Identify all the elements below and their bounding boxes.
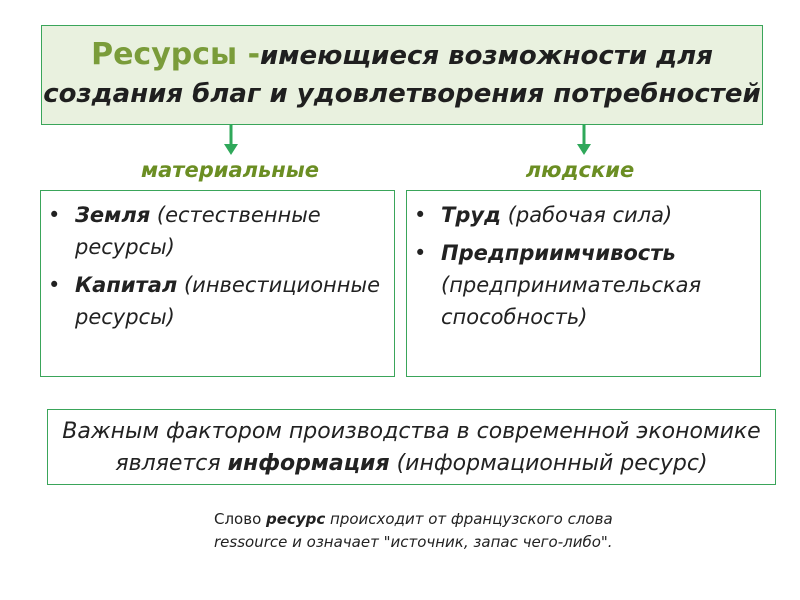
item-description: (естественные ресурсы) xyxy=(75,203,321,259)
note-word: ресурс xyxy=(266,510,326,528)
item-description: (рабочая сила) xyxy=(501,203,673,227)
definition-line-1 xyxy=(42,36,762,75)
item-description: (предпринимательская способность) xyxy=(441,273,702,329)
item-description: (инвестиционные ресурсы) xyxy=(75,273,381,329)
etymology-note xyxy=(214,508,634,554)
category-label-human: людские xyxy=(525,158,635,182)
info-line-2 xyxy=(48,448,775,480)
list-item-entrepreneurship xyxy=(441,237,760,333)
category-label-material: материальные xyxy=(140,158,320,182)
list-item-capital xyxy=(75,269,394,333)
definition-text-1: имеющиеся возможности для xyxy=(260,41,713,71)
material-resources-list xyxy=(41,191,394,333)
item-title: Капитал xyxy=(75,273,178,297)
note-prefix: Слово xyxy=(214,510,267,528)
information-factor-box xyxy=(47,409,776,485)
definition-term: Ресурсы - xyxy=(91,37,261,72)
item-title: Земля xyxy=(75,203,151,227)
human-resources-list xyxy=(407,191,760,333)
item-title: Труд xyxy=(441,203,502,227)
list-item-land xyxy=(75,199,394,263)
info-keyword: информация xyxy=(227,451,390,476)
definition-line-2: создания благ и удовлетворения потребностей xyxy=(43,79,761,109)
human-resources-box xyxy=(406,190,761,377)
list-item-labor xyxy=(441,199,760,231)
arrow-down-icon-material xyxy=(222,124,240,156)
info-text-before: является xyxy=(115,451,228,476)
arrow-down-icon-human xyxy=(575,124,593,156)
note-text: происходит от французского слова ressource и означает "источник, запас чего-либо". xyxy=(214,510,613,551)
definition-box xyxy=(41,25,763,125)
material-resources-box xyxy=(40,190,395,377)
item-title: Предприимчивость xyxy=(441,241,676,265)
info-line-1: Важным фактором производства в современной экономике xyxy=(62,419,761,444)
info-text-after: (информационный ресурс) xyxy=(389,451,708,476)
